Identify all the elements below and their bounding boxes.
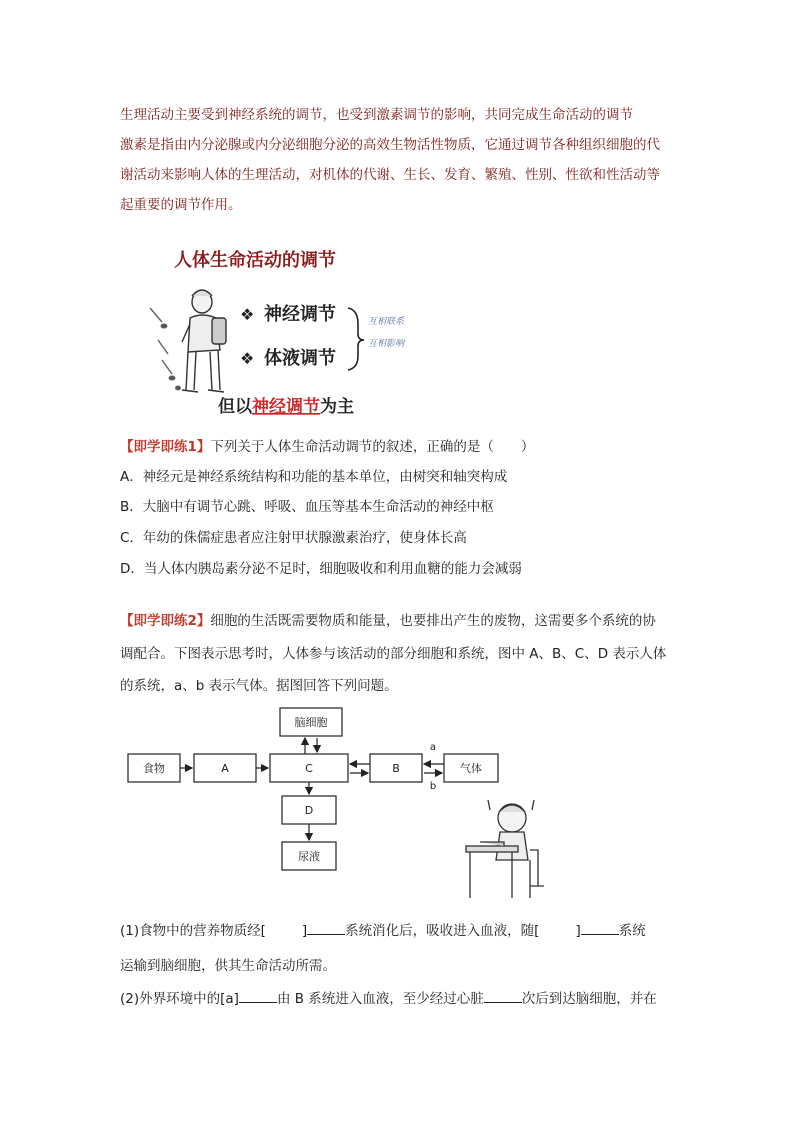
intro-line-4: 起重要的调节作用。 <box>120 197 242 213</box>
q1-stem <box>120 437 534 457</box>
slide-graphic <box>140 240 440 420</box>
q2-tag: 【即学即练2】 <box>120 613 211 629</box>
q2-sub2: (2)外界环境中的[a] 由 B 系统进入血液，至少经过心脏 次后到达脑细胞，并在 <box>120 988 657 1009</box>
brace-icon <box>348 308 364 370</box>
blank-line-1[interactable] <box>307 920 345 935</box>
blank-line-3[interactable] <box>239 988 277 1003</box>
q2-stem-1: 【即学即练2】细胞的生活既需要物质和能量，也要排出产生的废物，这需要多个系统的协 <box>120 613 656 629</box>
slide-bottom-line: 但以神经调节为主 <box>218 397 354 417</box>
label-gas-a: a <box>429 742 437 753</box>
q1-option-b: B．大脑中有调节心跳、呼吸、血压等基本生命活动的神经中枢 <box>120 499 494 515</box>
intro-paragraph <box>120 102 680 218</box>
systems-diagram-graphic <box>120 700 550 910</box>
systems-diagram <box>120 700 550 910</box>
intro-line-3: 谢活动来影响人体的生理活动，对机体的代谢、生长、发育、繁殖、性别、性欲和性活动等 <box>120 167 660 183</box>
bullet-icon-1: ❖ <box>240 305 255 324</box>
slide-title: 人体生命活动的调节 <box>174 250 336 271</box>
q1-option-d: D．当人体内胰岛素分泌不足时，细胞吸收和利用血糖的能力会减弱 <box>120 561 522 577</box>
label-a: A <box>221 762 229 775</box>
label-gas: 气体 <box>460 762 482 775</box>
q1-option-c: C．年幼的侏儒症患者应注射甲状腺激素治疗，使身体长高 <box>120 530 467 546</box>
label-brain-cell: 脑细胞 <box>294 716 328 729</box>
q1-stem-text: 下列关于人体生命活动调节的叙述，正确的是（ ） <box>210 439 535 455</box>
leaves-icon <box>150 308 181 390</box>
intro-line-1: 生理活动主要受到神经系统的调节，也受到激素调节的影响，共同完成生命活动的调节 <box>120 107 633 123</box>
label-urine: 尿液 <box>298 850 320 863</box>
bullet-humoral-regulation: 体液调节 <box>264 348 336 369</box>
note-interaction: 互相影响 <box>368 339 405 349</box>
bullet-nerve-regulation: 神经调节 <box>264 304 336 325</box>
emphasis-nerve-regulation: 神经调节 <box>252 397 320 417</box>
blank-line-2[interactable] <box>581 920 619 935</box>
label-d: D <box>304 804 314 817</box>
intro-line-2: 激素是指由内分泌腺或内分泌细胞分泌的高效生物活性物质，它通过调节各种组织细胞的代 <box>120 137 660 153</box>
q2-stem-2: 调配合。下图表示思考时，人体参与该活动的部分细胞和系统，图中 A、B、C、D 表示人体 <box>120 646 667 662</box>
note-interconnected: 互相联系 <box>368 317 405 327</box>
q2-sub1-line2: 运输到脑细胞，供其生命活动所需。 <box>120 958 336 974</box>
person-figure-icon <box>182 290 226 392</box>
q1-option-a: A．神经元是神经系统结构和功能的基本单位，由树突和轴突构成 <box>120 469 508 485</box>
label-food: 食物 <box>143 762 165 775</box>
label-gas-b: b <box>429 781 437 792</box>
q2-sub1: (1)食物中的营养物质经[ ] 系统消化后，吸收进入血液，随[ ] 系统 <box>120 920 646 941</box>
bullet-icon-2: ❖ <box>240 349 255 368</box>
blank-line-4[interactable] <box>484 988 522 1003</box>
q1-tag: 【即学即练1】 <box>120 439 211 455</box>
label-b: B <box>392 762 400 775</box>
label-c: C <box>305 762 313 775</box>
regulation-slide <box>140 240 440 420</box>
student-thinking-icon <box>466 800 544 898</box>
q2-stem-3: 的系统，a、b 表示气体。据图回答下列问题。 <box>120 678 398 694</box>
